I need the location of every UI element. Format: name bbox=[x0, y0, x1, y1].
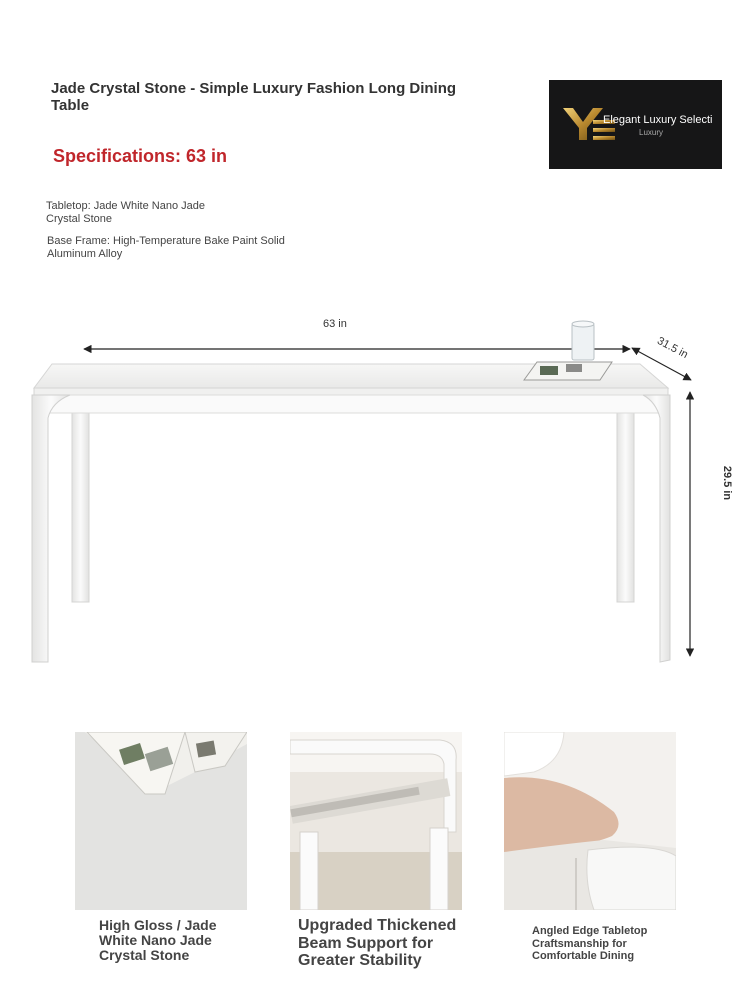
product-title: Jade Crystal Stone - Simple Luxury Fashion Long Dining Table bbox=[51, 80, 457, 114]
feature-caption-surface: High Gloss / Jade White Nano Jade Crystal Stone bbox=[99, 917, 217, 963]
dimension-height-label: 29.5 in bbox=[721, 465, 734, 501]
feature-image-tabletop-surface bbox=[75, 732, 247, 910]
brand-subtext: Luxury bbox=[639, 128, 664, 137]
spec-base-frame: Base Frame: High-Temperature Bake Paint Solid Aluminum Alloy bbox=[47, 235, 285, 260]
dimension-length-label: 63 in bbox=[323, 318, 347, 330]
brand-name: Elegant Luxury Selecti bbox=[603, 114, 713, 126]
front-right-leg bbox=[643, 395, 670, 662]
feature-image-beam-support bbox=[290, 732, 462, 910]
dimension-depth-label: 31.5 in bbox=[655, 334, 690, 362]
table-illustration bbox=[0, 300, 750, 680]
feature-image-angled-edge bbox=[504, 732, 676, 910]
feature-caption-beam: Upgraded Thickened Beam Support for Greater Stability bbox=[298, 917, 457, 969]
brand-logo bbox=[549, 80, 722, 169]
glass bbox=[572, 324, 594, 360]
spec-tabletop: Tabletop: Jade White Nano Jade Crystal Stone bbox=[46, 200, 205, 225]
specifications-heading: Specifications: 63 in bbox=[53, 146, 228, 166]
front-left-leg bbox=[32, 395, 70, 662]
feature-caption-edge: Angled Edge Tabletop Craftsmanship for Comfortable Dining bbox=[532, 925, 648, 962]
